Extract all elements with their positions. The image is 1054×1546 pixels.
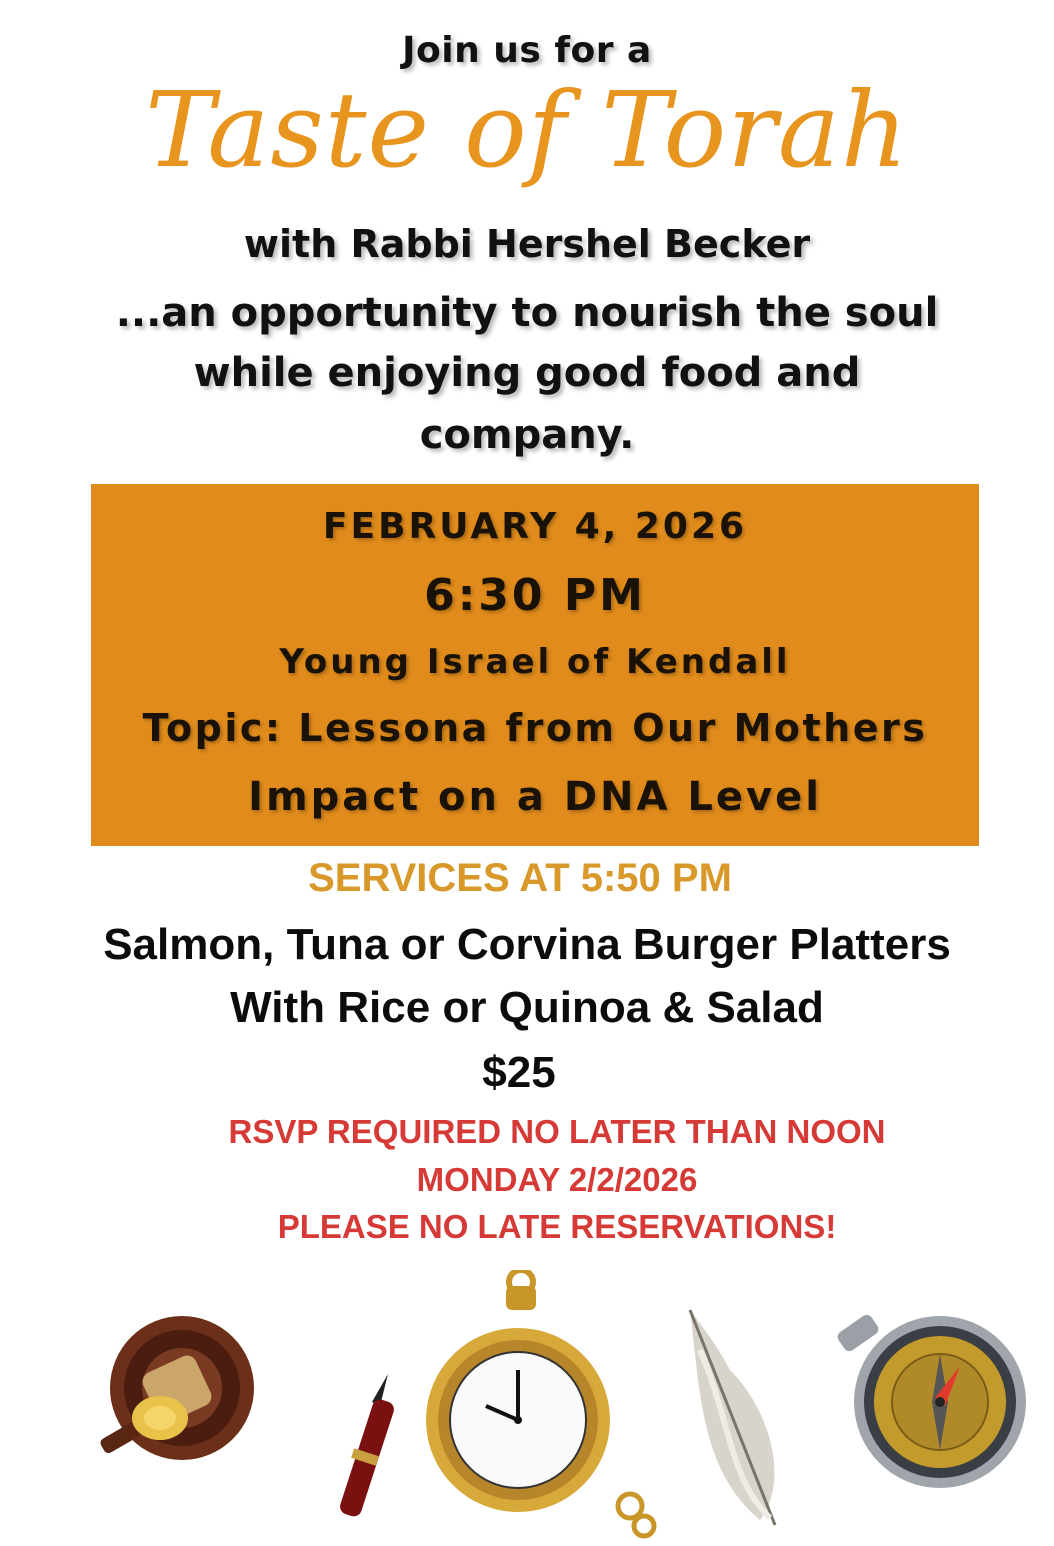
menu-line-2: With Rice or Quinoa & Salad: [230, 983, 824, 1032]
rsvp-line-1: RSVP REQUIRED NO LATER THAN NOON: [228, 1113, 886, 1150]
event-time: 6:30 PM: [424, 570, 646, 621]
candle-image: [99, 1316, 254, 1460]
quill-feather-image: [690, 1310, 775, 1525]
pocket-watch-image: [426, 1270, 654, 1536]
compass-image: [835, 1313, 1026, 1488]
rsvp-line-3: PLEASE NO LATE RESERVATIONS!: [277, 1208, 837, 1245]
event-info-box: [91, 484, 979, 846]
tagline-line-2: while enjoying good food and: [193, 350, 861, 396]
tagline-line-1: ...an opportunity to nourish the soul: [115, 290, 939, 336]
presenter-text: with Rabbi Hershel Becker: [243, 222, 811, 266]
decorative-images: [0, 1270, 1054, 1546]
services-time: SERVICES AT 5:50 PM: [308, 856, 732, 900]
event-date: FEBRUARY 4, 2026: [322, 506, 748, 547]
fountain-pen-image: [338, 1374, 396, 1518]
event-topic-line-1: Topic: Lessona from Our Mothers: [142, 706, 928, 750]
menu-price: $25: [482, 1048, 556, 1097]
rsvp-line-2: MONDAY 2/2/2026: [416, 1161, 698, 1198]
intro-text: Join us for a: [402, 30, 652, 71]
tagline-line-3: company.: [419, 412, 635, 458]
event-topic-line-2: Impact on a DNA Level: [248, 774, 822, 820]
menu-line-1: Salmon, Tuna or Corvina Burger Platters: [103, 920, 951, 969]
event-venue: Young Israel of Kendall: [279, 642, 791, 682]
event-title: Taste of Torah: [145, 69, 909, 191]
